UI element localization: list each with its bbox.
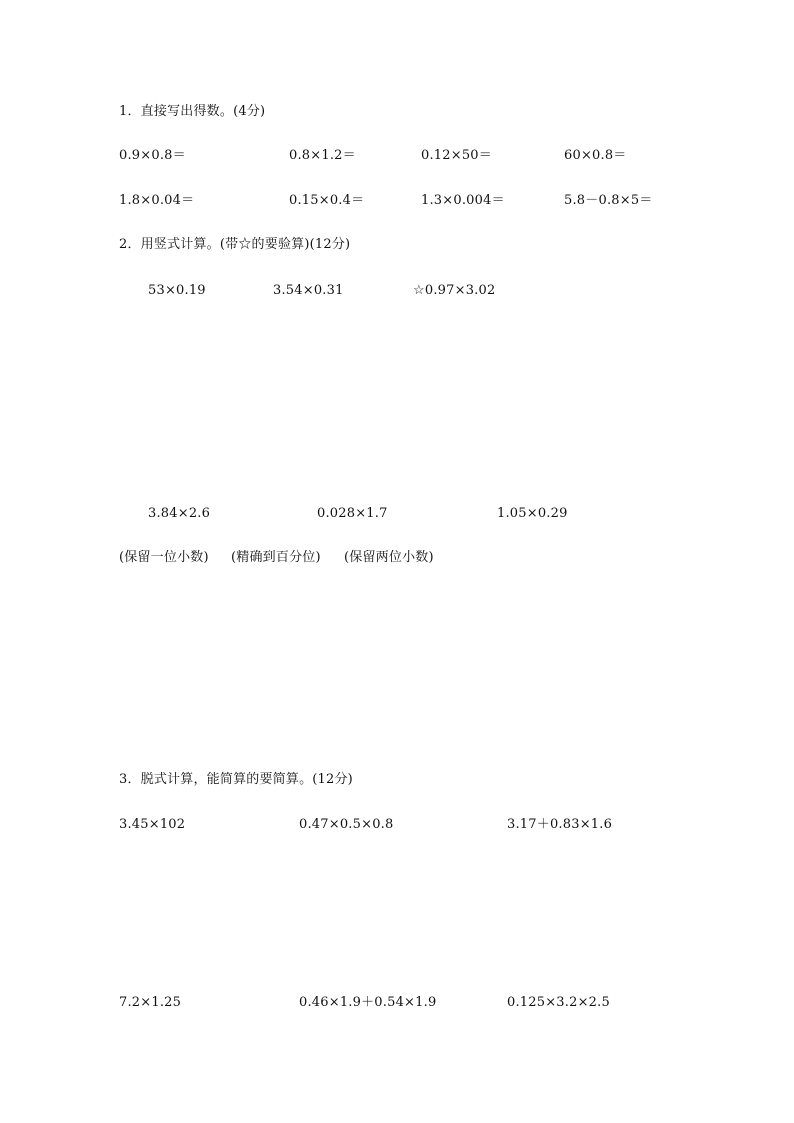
- problem-3-2: 0.47×0.5×0.8: [299, 817, 394, 832]
- problem-1-6: 0.15×0.4＝: [289, 193, 365, 208]
- note-2-6: (保留两位小数): [344, 550, 434, 565]
- problem-1-4: 60×0.8＝: [564, 148, 627, 163]
- problem-2-6: 1.05×0.29: [497, 506, 568, 521]
- note-2-5: (精确到百分位): [231, 550, 321, 565]
- problem-2-2: 3.54×0.31: [273, 283, 344, 298]
- problem-1-1: 0.9×0.8＝: [119, 148, 186, 163]
- problem-2-4: 3.84×2.6: [148, 506, 211, 521]
- problem-1-5: 1.8×0.04＝: [119, 193, 195, 208]
- section1-title: 1．直接写出得数。(4分): [119, 104, 266, 119]
- problem-3-4: 7.2×1.25: [119, 995, 182, 1010]
- problem-3-6: 0.125×3.2×2.5: [507, 995, 610, 1010]
- note-2-4: (保留一位小数): [119, 550, 209, 565]
- problem-2-1: 53×0.19: [148, 283, 206, 298]
- problem-3-1: 3.45×102: [119, 817, 186, 832]
- problem-3-3: 3.17＋0.83×1.6: [507, 817, 613, 832]
- problem-1-8: 5.8－0.8×5＝: [564, 193, 653, 208]
- problem-1-3: 0.12×50＝: [421, 148, 492, 163]
- section3-title: 3．脱式计算，能简算的要简算。(12分): [119, 772, 353, 787]
- problem-2-3: ☆0.97×3.02: [413, 283, 496, 298]
- problem-3-5: 0.46×1.9＋0.54×1.9: [299, 995, 437, 1010]
- problem-1-2: 0.8×1.2＝: [289, 148, 356, 163]
- section2-title: 2．用竖式计算。(带☆的要验算)(12分): [119, 237, 351, 252]
- problem-2-5: 0.028×1.7: [317, 506, 388, 521]
- problem-1-7: 1.3×0.004＝: [421, 193, 505, 208]
